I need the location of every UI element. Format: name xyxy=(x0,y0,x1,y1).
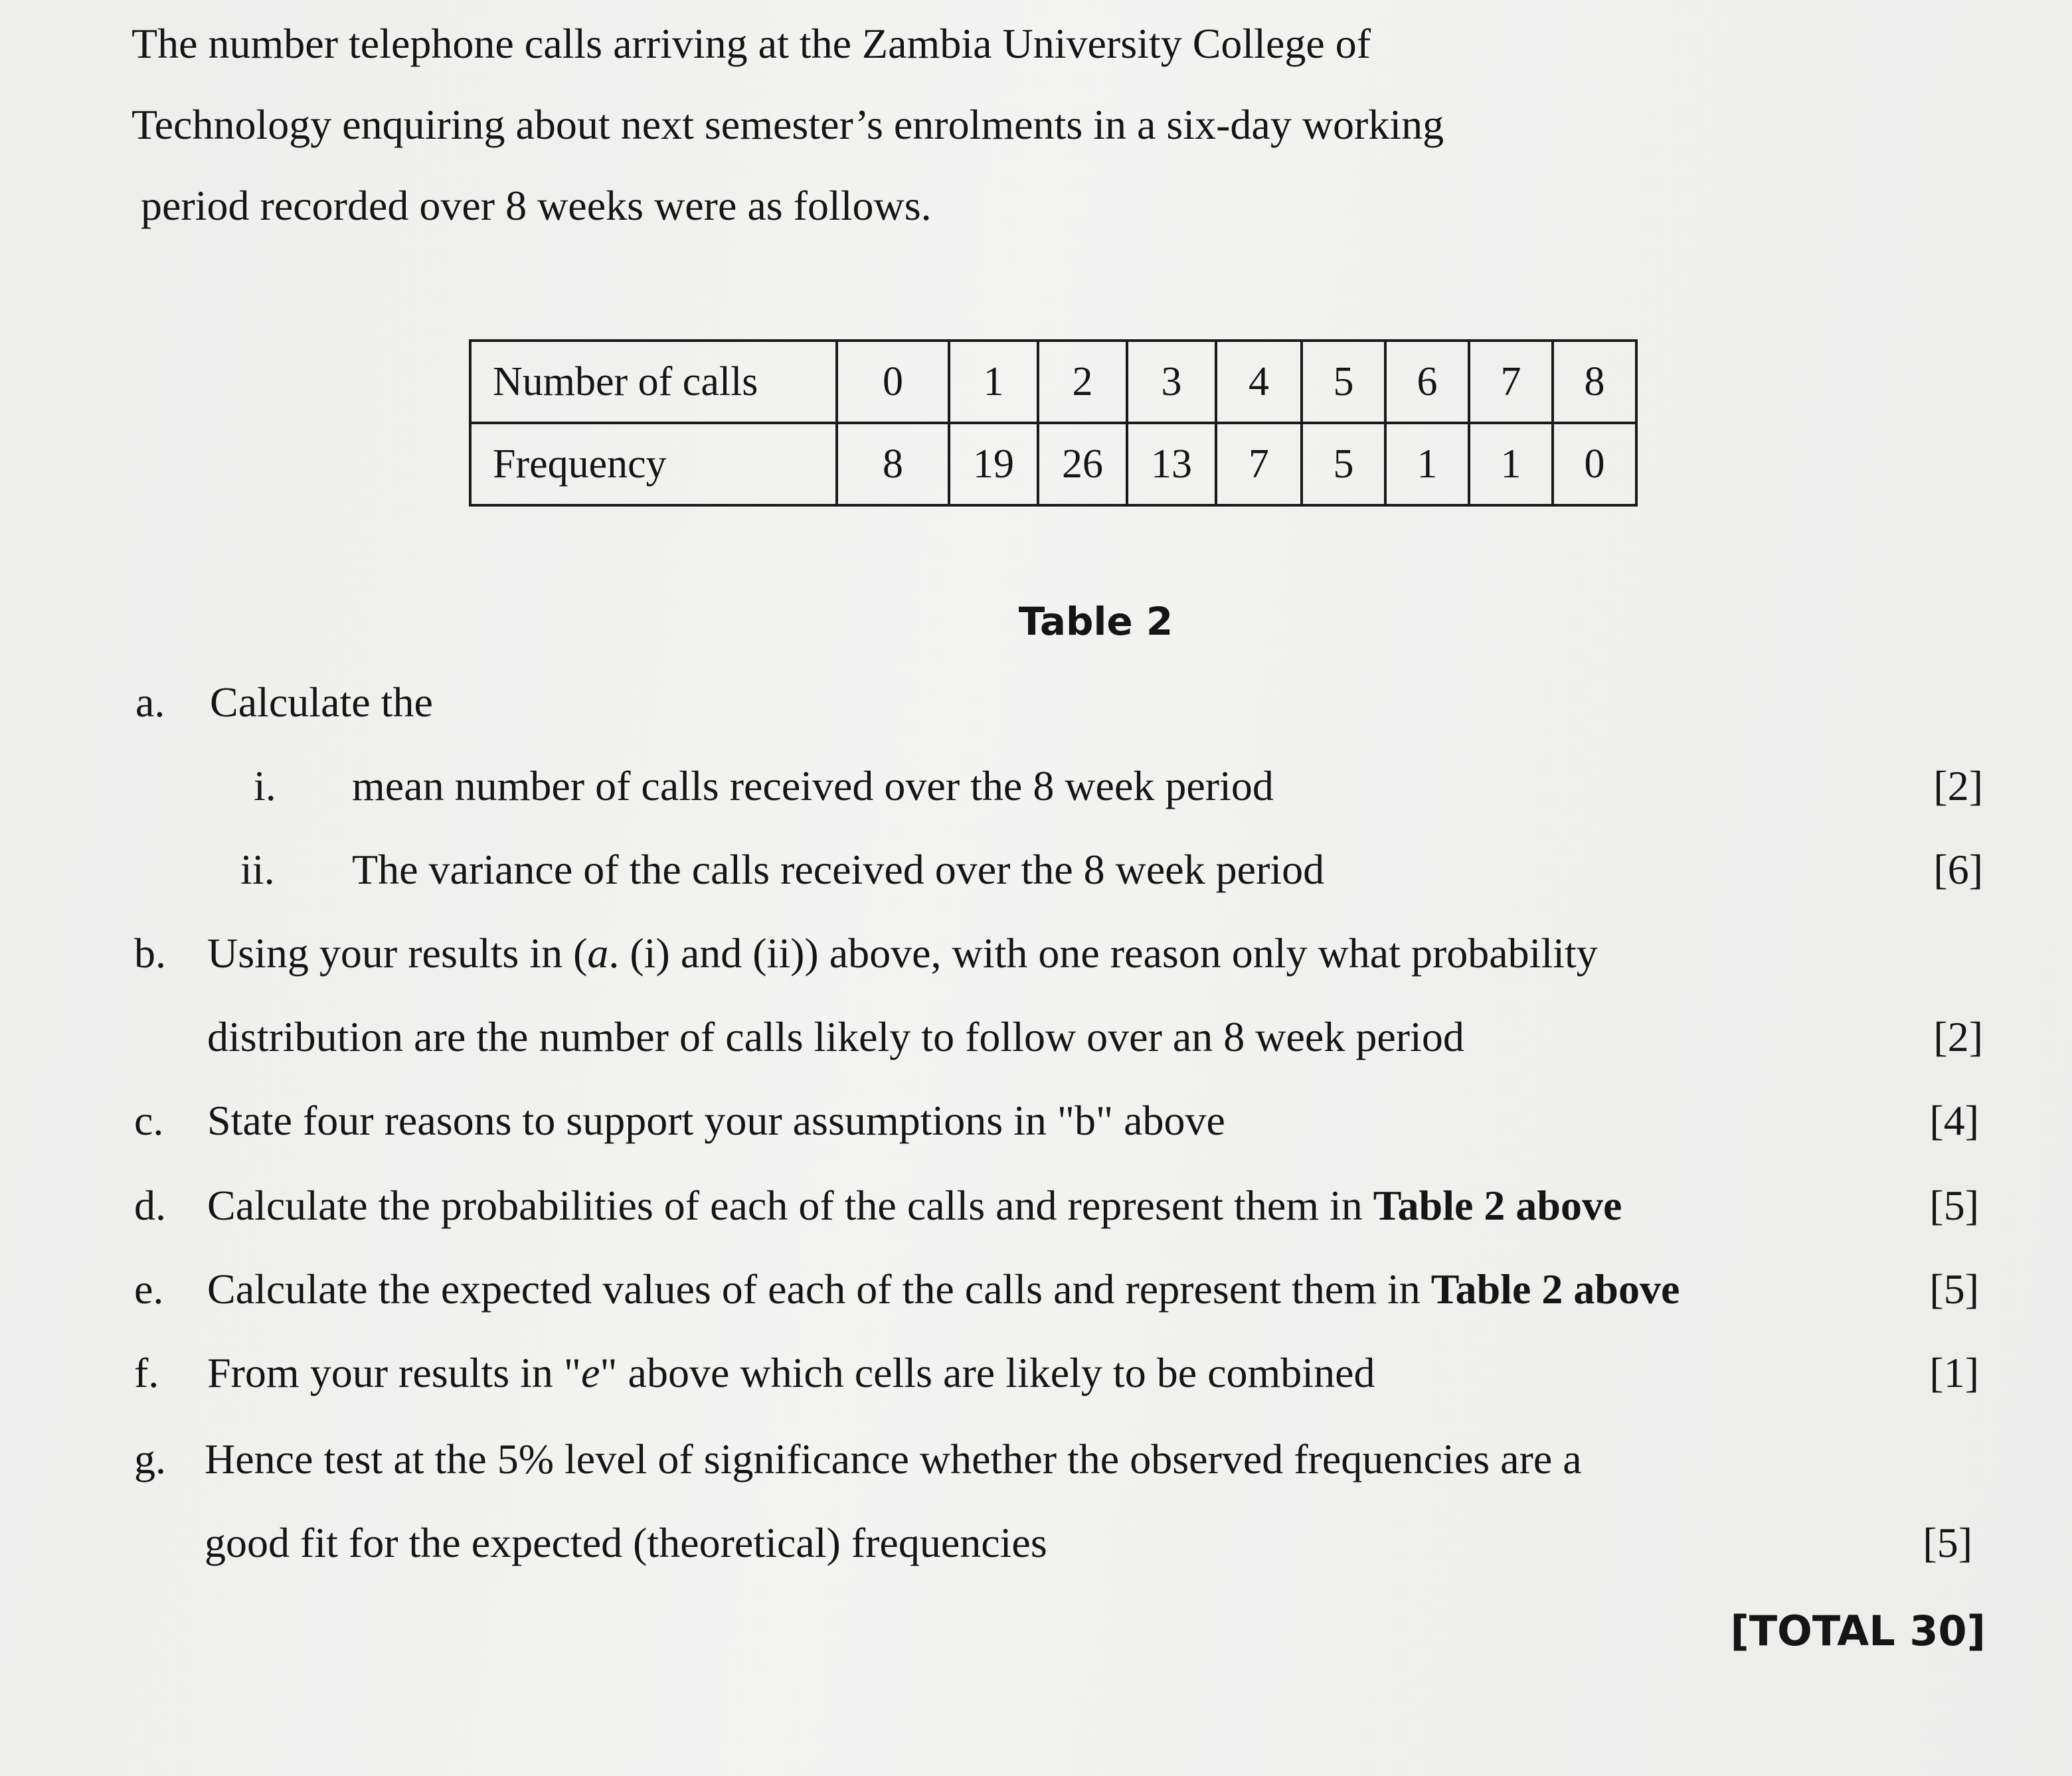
table-caption: Table 2 xyxy=(1018,599,1173,644)
question-b-line-2: distribution are the number of calls likely to follow over an 8 week period xyxy=(207,1013,1464,1060)
question-a-ii-number: ii. xyxy=(240,846,275,893)
question-b-line-1-start: Using your results in ( xyxy=(207,929,588,977)
question-a-letter: a. xyxy=(135,679,165,726)
frequency-cell: 5 xyxy=(1302,423,1385,505)
question-c-letter: c. xyxy=(134,1097,164,1144)
question-d-table-reference: Table 2 above xyxy=(1373,1182,1622,1229)
question-b-letter: b. xyxy=(134,929,166,977)
question-c-text: State four reasons to support your assumptions in "b" above xyxy=(207,1097,1225,1144)
calls-cell: 0 xyxy=(837,341,949,423)
question-a-i-number: i. xyxy=(254,762,276,809)
question-d-text xyxy=(207,1184,1622,1227)
intro-line-1: The number telephone calls arriving at the Zambia University College of xyxy=(131,20,1371,67)
row-label-calls: Number of calls xyxy=(470,341,837,423)
question-b-line-1-end: . (i) and (ii)) above, with one reason only what probability xyxy=(608,929,1598,977)
question-a-ii-mark: [6] xyxy=(1933,846,1983,893)
row-label-frequency: Frequency xyxy=(470,423,837,505)
intro-line-2: Technology enquiring about next semester’s enrolments in a six-day working xyxy=(131,101,1444,148)
question-e-table-reference: Table 2 above xyxy=(1430,1265,1680,1313)
question-b-mark: [2] xyxy=(1933,1013,1983,1060)
calls-frequency-table xyxy=(469,339,1638,507)
question-f-letter: f. xyxy=(134,1349,159,1396)
question-e-letter: e. xyxy=(134,1265,164,1313)
frequency-cell: 0 xyxy=(1553,423,1636,505)
question-e-text xyxy=(207,1265,1680,1313)
calls-cell: 8 xyxy=(1553,341,1636,423)
calls-cell: 2 xyxy=(1038,341,1127,423)
frequency-row xyxy=(470,423,1636,505)
calls-cell: 6 xyxy=(1385,341,1469,423)
question-a-ii-text: The variance of the calls received over the 8 week period xyxy=(352,846,1325,893)
question-d-letter: d. xyxy=(134,1182,166,1229)
frequency-cell: 26 xyxy=(1038,423,1127,505)
calls-cell: 7 xyxy=(1469,341,1553,423)
question-f-text xyxy=(207,1349,1375,1396)
question-g-letter: g. xyxy=(134,1435,166,1483)
question-d-mark: [5] xyxy=(1929,1182,1979,1229)
question-b-variable: a xyxy=(587,929,609,977)
calls-cell: 5 xyxy=(1302,341,1385,423)
question-c-mark: [4] xyxy=(1929,1097,1979,1144)
frequency-cell: 1 xyxy=(1385,423,1469,505)
calls-cell: 1 xyxy=(949,341,1038,423)
question-f-text-end: " above which cells are likely to be combined xyxy=(600,1349,1375,1396)
calls-cell: 3 xyxy=(1127,341,1216,423)
frequency-cell: 19 xyxy=(949,423,1038,505)
question-a-i-mark: [2] xyxy=(1933,762,1983,809)
calls-row xyxy=(470,341,1636,423)
question-f-mark: [1] xyxy=(1929,1349,1979,1396)
question-a-text: Calculate the xyxy=(210,679,433,726)
question-e-text-plain: Calculate the expected values of each of the calls and represent them in xyxy=(207,1265,1431,1313)
question-e-mark: [5] xyxy=(1929,1265,1979,1313)
frequency-cell: 7 xyxy=(1216,423,1302,505)
question-d-text-plain: Calculate the probabilities of each of the calls and represent them in xyxy=(207,1182,1373,1229)
total-marks: [TOTAL 30] xyxy=(1730,1607,1986,1655)
frequency-cell: 1 xyxy=(1469,423,1553,505)
frequency-cell: 13 xyxy=(1127,423,1216,505)
question-a-i-text: mean number of calls received over the 8 week period xyxy=(352,762,1274,809)
calls-cell: 4 xyxy=(1216,341,1302,423)
question-g-mark: [5] xyxy=(1923,1519,1972,1566)
question-g-line-1: Hence test at the 5% level of significance whether the observed frequencies are a xyxy=(205,1435,1582,1483)
question-f-text-start: From your results in " xyxy=(207,1349,581,1396)
question-f-variable: e xyxy=(581,1349,600,1396)
frequency-cell: 8 xyxy=(837,423,949,505)
question-g-line-2: good fit for the expected (theoretical) frequencies xyxy=(205,1519,1047,1566)
question-b-line-1 xyxy=(207,929,1598,977)
intro-line-3: period recorded over 8 weeks were as follows. xyxy=(141,182,932,229)
